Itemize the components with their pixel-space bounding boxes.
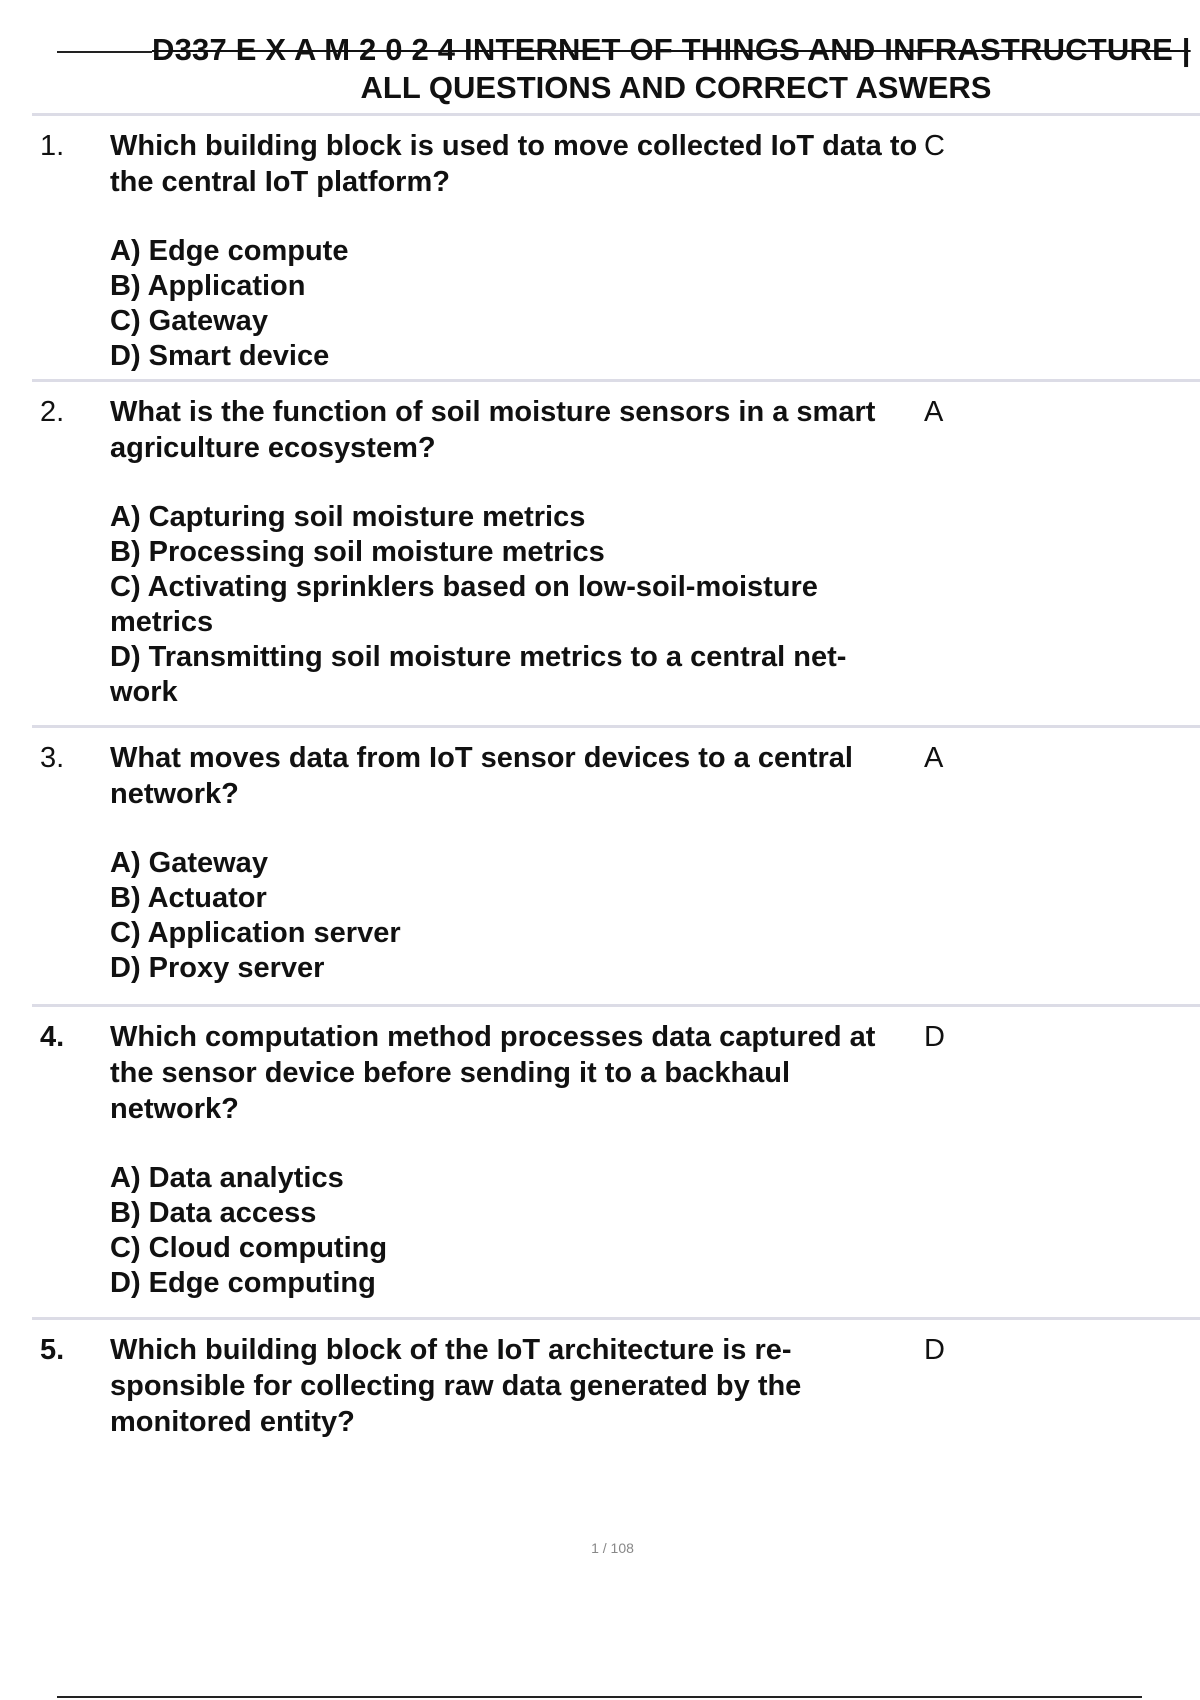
question-answer: A (924, 742, 944, 774)
header-strike-rule (57, 51, 152, 53)
question-list (32, 113, 1200, 1472)
option-list (110, 1161, 920, 1301)
option-item: C) Cloud computing (110, 1232, 388, 1264)
option-item: D) Transmitting soil moisture metrics to a central net- work (110, 641, 847, 708)
document-header (0, 30, 1200, 110)
option-item: A) Gateway (110, 847, 268, 879)
question-number: 3. (40, 742, 65, 774)
question-number: 5. (40, 1334, 65, 1366)
option-list (110, 500, 920, 710)
option-item: B) Actuator (110, 882, 267, 914)
option-item: A) Data analytics (110, 1162, 344, 1194)
question-text: Which computation method processes data captured at the sensor device before sending it to a backhaul network? (110, 1021, 876, 1125)
question-item (32, 379, 1200, 725)
option-item: C) Activating sprinklers based on low-soil-moisture metrics (110, 571, 818, 638)
page-number: 1 / 108 (591, 1540, 634, 1556)
option-item: A) Capturing soil moisture metrics (110, 501, 586, 533)
question-number: 1. (40, 130, 65, 162)
question-answer: A (924, 396, 944, 428)
question-answer: C (924, 130, 945, 162)
question-text: What moves data from IoT sensor devices to a central network? (110, 742, 853, 810)
document-title: D337 E X A M 2 0 2 4 INTERNET OF THINGS AND INFRASTRUCTURE | (152, 32, 1191, 67)
option-list (110, 234, 920, 374)
option-item: C) Gateway (110, 305, 268, 337)
question-item (32, 1004, 1200, 1317)
question-number: 4. (40, 1021, 65, 1053)
option-item: D) Edge computing (110, 1267, 376, 1299)
option-item: C) Application server (110, 917, 401, 949)
option-item: B) Application (110, 270, 306, 302)
question-item (32, 113, 1200, 379)
option-item: B) Data access (110, 1197, 317, 1229)
question-answer: D (924, 1021, 945, 1053)
option-item: D) Smart device (110, 340, 330, 372)
question-text: What is the function of soil moisture sensors in a smart agriculture ecosystem? (110, 396, 876, 464)
document-subtitle: ALL QUESTIONS AND CORRECT ASWERS (360, 70, 992, 105)
question-number: 2. (40, 396, 65, 428)
question-text: Which building block of the IoT architecture is re- sponsible for collecting raw data generated by the monitored entity? (110, 1334, 802, 1438)
footer-rule (57, 1696, 1142, 1698)
question-answer: D (924, 1334, 945, 1366)
option-item: A) Edge compute (110, 235, 349, 267)
question-item (32, 725, 1200, 1004)
option-list (110, 846, 920, 986)
option-item: B) Processing soil moisture metrics (110, 536, 605, 568)
question-item (32, 1317, 1200, 1472)
option-item: D) Proxy server (110, 952, 325, 984)
question-text: Which building block is used to move collected IoT data to the central IoT platform? (110, 130, 918, 198)
